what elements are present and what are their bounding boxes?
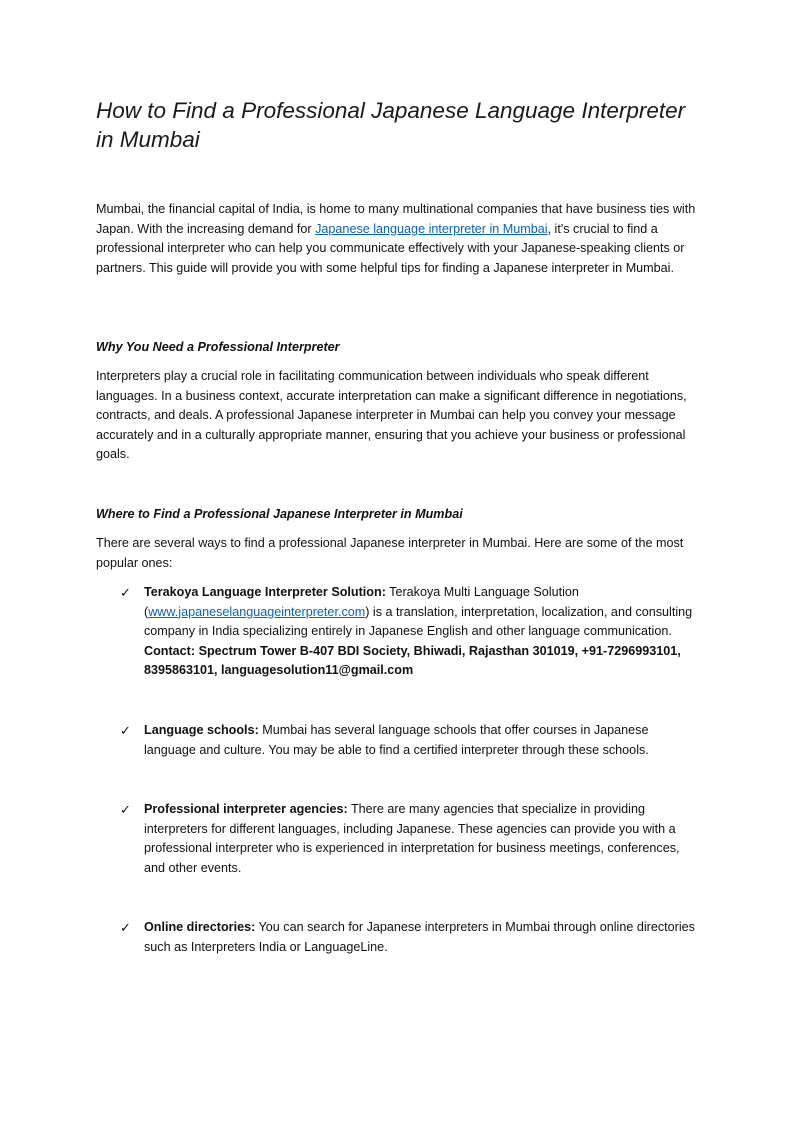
list-item-description-cont: ) is a translation, interpretation, localization, and consulting company in India specializing entirely in Japanese English and other language communication.	[144, 604, 693, 638]
terakoya-website-link[interactable]: www.japaneselanguageinterpreter.com	[148, 604, 366, 619]
contact-details: Contact: Spectrum Tower B-407 BDI Society, Bhiwadi, Rajasthan 301019, +91-7296993101, 8395863101, languagesolution11@gmail.com	[144, 643, 681, 677]
list-item-label: Online directories:	[144, 920, 256, 934]
section-body-where: There are several ways to find a professional Japanese interpreter in Mumbai. Here are some of the most popular ones:	[96, 536, 684, 570]
intro-text-before-link: Mumbai, the financial capital of India, is home to many multinational companies that have business ties with Japan. With the increasing demand for	[96, 202, 696, 236]
checkmark-icon: ✓	[120, 585, 131, 600]
list-item-description: There are many agencies that specialize in providing interpreters for different languages, including Japanese. These agencies can provide you with a professional interpreter who is experienced in interpretation for business meetings, conferences, and other events.	[144, 802, 680, 875]
list-item-text	[144, 583, 700, 681]
list-item-label: Terakoya Language Interpreter Solution:	[144, 585, 386, 599]
list-item-label: Language schools:	[144, 723, 259, 737]
checkmark-icon: ✓	[120, 920, 131, 935]
list-item-description: You can search for Japanese interpreters in Mumbai through online directories such as Interpreters India or LanguageLine.	[144, 920, 695, 954]
section-heading-where: Where to Find a Professional Japanese Interpreter in Mumbai	[96, 507, 463, 521]
list-item-description: Terakoya Multi Language Solution (	[144, 585, 579, 619]
checkmark-icon: ✓	[120, 802, 131, 817]
intro-paragraph	[96, 200, 700, 278]
list-item-text	[144, 721, 700, 760]
page-title: How to Find a Professional Japanese Language Interpreter in Mumbai	[96, 98, 686, 152]
checkmark-icon: ✓	[120, 723, 131, 738]
list-item-text	[144, 800, 700, 878]
list-item-text	[144, 918, 700, 957]
interpreter-mumbai-link[interactable]: Japanese language interpreter in Mumbai	[315, 221, 548, 236]
section-heading-why: Why You Need a Professional Interpreter	[96, 340, 340, 354]
intro-text-after-link: , it's crucial to find a professional interpreter who can help you communicate effectively with your Japanese-speaking clients or partners. This guide will provide you with some helpful tips for finding a Japanese interpreter in Mumbai.	[96, 221, 685, 275]
section-body-why: Interpreters play a crucial role in facilitating communication between individuals who speak different languages. In a business context, accurate interpretation can make a significant difference in negotiations, contracts, and deals. A professional Japanese interpreter in Mumbai can help you convey your message accurately and in a culturally appropriate manner, ensuring that you achieve your business or professional goals.	[96, 369, 687, 461]
list-item-label: Professional interpreter agencies:	[144, 802, 348, 816]
list-item-description: Mumbai has several language schools that offer courses in Japanese language and culture. You may be able to find a certified interpreter through these schools.	[144, 723, 649, 757]
